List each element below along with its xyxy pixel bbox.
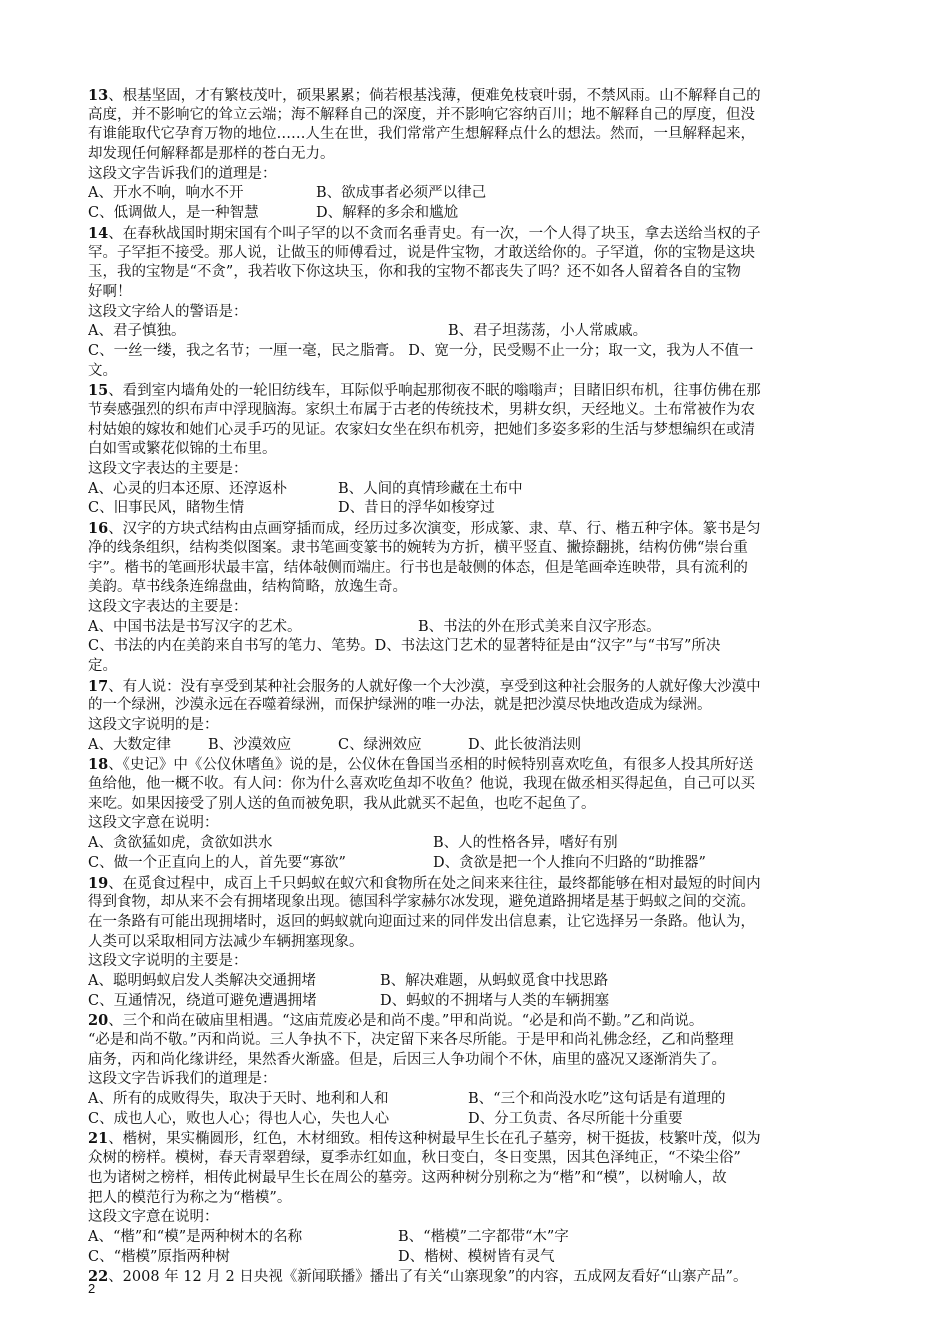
question-text: 有谁能取代它孕育万物的地位……人生在世，我们常常产生想解释点什么的想法。然而，一旦解释起来，: [88, 126, 755, 143]
option-row: [88, 834, 858, 854]
option-row: [88, 637, 858, 657]
question-prompt: 这段文字告诉我们的道理是：: [88, 1071, 277, 1088]
option-row: [88, 1090, 858, 1110]
answer-option: A、大数定律: [88, 736, 171, 753]
option-row: [88, 204, 858, 224]
question-text-line: [88, 1149, 858, 1169]
question-19: [88, 874, 858, 1012]
option-row: [88, 499, 858, 519]
question-number: 16: [88, 520, 109, 538]
option-row: [88, 992, 858, 1012]
question-prompt: 这段文字给人的警语是：: [88, 303, 248, 320]
question-text-line: [88, 106, 858, 126]
question-text: 鱼给他，他一概不收。有人问：你为什么喜欢吃鱼却不收鱼？他说，我现在做丞相买得起鱼，自己可以买: [88, 776, 755, 793]
question-text: 好啊！: [88, 283, 132, 300]
answer-option: C、“楷模”原指两种树: [88, 1248, 230, 1265]
question-text-line: [88, 263, 858, 283]
answer-option: D、解释的多余和尴尬: [316, 205, 459, 222]
question-18: [88, 755, 858, 873]
question-text-line: [88, 1267, 858, 1287]
question-text: 宇”。楷书的笔画形状最丰富，结体敧侧而端庄。行书也是敧侧的体态，但是笔画牵连映带，具有流利的: [88, 559, 748, 576]
question-text-line: [88, 874, 858, 894]
page-number: 2: [88, 1281, 96, 1296]
answer-option: B、沙漠效应: [208, 736, 292, 753]
answer-option: C、低调做人，是一种智慧: [88, 205, 259, 222]
question-text: 来吃。如果因接受了别人送的鱼而被免职，我从此就买不起鱼，也吃不起鱼了。: [88, 795, 596, 812]
answer-option: A、君子慎独。: [88, 323, 186, 340]
question-text: 的一个绿洲，沙漠永远在吞噬着绿洲，而保护绿洲的唯一办法，就是把沙漠尽快地改造成为绿洲。: [88, 697, 712, 714]
question-number: 22: [88, 1268, 109, 1286]
question-text: 也为诸树之榜样，相传此树最早生长在周公的墓旁。这两种树分别称之为“楷”和“模”，以树喻人，故: [88, 1169, 727, 1186]
question-13: [88, 86, 858, 224]
question-prompt: 这段文字意在说明：: [88, 1209, 219, 1226]
option-row: [88, 972, 858, 992]
question-text-line: [88, 696, 858, 716]
option-row: [88, 480, 858, 500]
answer-option: B、书法的外在形式美来自汉字形态。: [418, 618, 661, 635]
answer-option: C、书法的内在美韵来自书写的笔力、笔势。D、书法这门艺术的显著特征是由“汉字”与“书写”所决: [88, 638, 721, 655]
question-text-line: [88, 244, 858, 264]
question-text-line: [88, 421, 858, 441]
question-prompt: 这段文字表达的主要是：: [88, 461, 248, 478]
question-text: 美韵。草书线条连绵盘曲，结构简略，放逸生奇。: [88, 579, 407, 596]
question-text: 、看到室内墙角处的一轮旧纺线车，耳际似乎响起那彻夜不眠的嗡嗡声；目睹旧织布机，往事仿佛在那: [108, 383, 761, 400]
question-14: [88, 224, 858, 382]
answer-option: D、贪欲是把一个人推向不归路的“助推器”: [433, 854, 706, 871]
answer-option: C、一丝一缕，我之名节；一厘一毫，民之脂膏。 D、宽一分，民受赐不止一分；取一文，我为人不值一: [88, 342, 754, 359]
option-row: [88, 1110, 858, 1130]
answer-option: C、旧事民风，睹物生情: [88, 500, 245, 517]
question-prompt: 这段文字说明的是：: [88, 717, 219, 733]
question-text: 村姑娘的嫁妆和她们心灵手巧的见证。农家妇女坐在织布机旁，把她们多姿多彩的生活与梦想编织在或清: [88, 421, 755, 438]
question-text-line: [88, 933, 858, 953]
question-text: 罕。子罕拒不接受。那人说，让做玉的师傅看过，说是件宝物，才敢送给你的。子罕道，你的宝物是这块: [88, 244, 755, 261]
option-row: [88, 322, 858, 342]
question-text-line: [88, 755, 858, 775]
answer-option: A、贪欲猛如虎，贪欲如洪水: [88, 835, 273, 852]
question-text: 、《史记》中《公仪休嗜鱼》说的是，公仪休在鲁国当丞相的时候特别喜欢吃鱼，有很多人投其所好送: [108, 757, 754, 774]
question-text-line: [88, 1051, 858, 1071]
answer-option: B、人间的真情珍藏在土布中: [338, 480, 523, 497]
answer-option: A、所有的成败得失，取决于天时、地利和人和: [88, 1091, 389, 1108]
question-number: 21: [88, 1130, 109, 1148]
question-number: 20: [88, 1012, 109, 1030]
question-text-line: [88, 913, 858, 933]
answer-option: A、开水不响，响水不开: [88, 185, 244, 202]
question-text-line: [88, 539, 858, 559]
question-text-line: [88, 1031, 858, 1051]
question-text-line: [88, 1189, 858, 1209]
option-row: [88, 342, 858, 362]
question-text: 、2008 年 12 月 2 日央视《新闻联播》播出了有关“山寨现象”的内容，五成网友看好“山寨产品”。: [108, 1269, 748, 1286]
question-text-line: [88, 578, 858, 598]
answer-option: B、君子坦荡荡，小人常戚戚。: [448, 323, 648, 340]
question-text: 白如雪或繁花似锦的土布里。: [88, 441, 277, 458]
question-21: [88, 1129, 858, 1267]
question-text: 人类可以采取相同方法减少车辆拥塞现象。: [88, 933, 364, 950]
question-text-line: [88, 145, 858, 165]
document-body: [88, 86, 858, 1287]
question-text: 、汉字的方块式结构由点画穿插而成，经历过多次演变，形成篆、隶、草、行、楷五种字体。篆书是匀: [108, 521, 761, 538]
question-text-line: [88, 795, 858, 815]
question-prompt: 这段文字告诉我们的道理是：: [88, 165, 277, 182]
question-text: 得到食物，却从来不会有拥堵现象出现。德国科学家赫尔冰发现，避免道路拥堵是基于蚂蚁之间的交流。: [88, 894, 755, 911]
answer-option: A、心灵的归本还原、还淳返朴: [88, 480, 287, 497]
question-20: [88, 1011, 858, 1129]
question-text: 、根基坚固，才有繁枝茂叶，硕果累累；倘若根基浅薄，便难免枝衰叶弱，不禁风雨。山不解释自己的: [108, 88, 761, 104]
option-row: [88, 362, 858, 382]
answer-option: D、蚂蚁的不拥堵与人类的车辆拥塞: [380, 992, 610, 1009]
question-text-line: [88, 775, 858, 795]
question-text-line: [88, 1011, 858, 1031]
answer-option: A、中国书法是书写汉字的艺术。: [88, 618, 302, 635]
question-number: 17: [88, 677, 109, 695]
answer-option: C、绿洲效应: [338, 736, 422, 753]
question-prompt: 这段文字意在说明：: [88, 815, 219, 832]
question-number: 19: [88, 874, 109, 892]
answer-option: B、解决难题，从蚂蚁觅食中找思路: [380, 972, 609, 989]
question-text-line: [88, 401, 858, 421]
question-text: 、在春秋战国时期宋国有个叫子罕的以不贪而名垂青史。有一次，一个人得了块玉，拿去送给当权的子: [108, 225, 761, 242]
option-row: [88, 618, 858, 638]
question-text: 在一条路有可能出现拥堵时，返回的蚂蚁就向迎面过来的同伴发出信息素，让它选择另一条路。他认为，: [88, 913, 755, 930]
answer-option: D、楷树、模树皆有灵气: [398, 1248, 555, 1265]
question-22: [88, 1267, 858, 1287]
question-text: 众树的榜样。模树，春天青翠碧绿，夏季赤红如血，秋日变白，冬日变黑，因其色泽纯正，“不染尘俗”: [88, 1150, 741, 1167]
question-number: 13: [88, 87, 109, 104]
answer-option: D、昔日的浮华如梭穿过: [338, 500, 495, 517]
question-text: 庙务，丙和尚化缘讲经，果然香火渐盛。但是，后因三人争功闹个不休，庙里的盛况又逐渐消失了。: [88, 1051, 726, 1068]
question-text: 节奏感强烈的织布声中浮现脑海。家织土布属于古老的传统技术，男耕女织，天经地义。土布常被作为农: [88, 402, 755, 418]
question-text: 玉，我的宝物是“不贪”，我若收下你这块玉，你和我的宝物不都丧失了吗？还不如各人留着各自的宝物: [88, 264, 741, 281]
option-row: [88, 184, 858, 204]
question-text-line: [88, 381, 858, 401]
question-text-line: [88, 224, 858, 244]
answer-option: D、分工负责、各尽所能十分重要: [468, 1110, 683, 1127]
answer-option: A、聪明蚂蚁启发人类解决交通拥堵: [88, 972, 316, 989]
question-text-line: [88, 559, 858, 579]
question-text-line: [88, 283, 858, 303]
question-text-line: [88, 1129, 858, 1149]
answer-option: D、此长彼消法则: [468, 736, 582, 753]
option-row: [88, 736, 858, 756]
answer-option: B、“三个和尚没水吃”这句话是有道理的: [468, 1091, 726, 1108]
option-row: [88, 1248, 858, 1268]
question-number: 15: [88, 382, 109, 400]
question-text: 高度，并不影响它的耸立云端；海不解释自己的深度，并不影响它容纳百川；地不解释自己的厚度，但没: [88, 106, 755, 123]
answer-option: 文。: [88, 362, 117, 379]
question-text-line: [88, 440, 858, 460]
question-text: 、在觅食过程中，成百上千只蚂蚁在蚁穴和食物所在处之间来来往往，最终都能够在相对最短的时间内: [108, 875, 761, 892]
answer-option: B、欲成事者必须严以律己: [316, 185, 487, 202]
answer-option: C、互通情况，绕道可避免遭遇拥堵: [88, 992, 317, 1009]
question-text-line: [88, 519, 858, 539]
option-row: [88, 854, 858, 874]
question-16: [88, 519, 858, 677]
answer-option: B、人的性格各异，嗜好有别: [433, 835, 618, 852]
answer-option: C、成也人心，败也人心；得也人心，失也人心: [88, 1110, 390, 1127]
question-text-line: [88, 86, 858, 106]
question-prompt: 这段文字表达的主要是：: [88, 598, 248, 615]
question-17: [88, 677, 858, 756]
question-text: “必是和尚不敬。”丙和尚说。三人争执不下，决定留下来各尽所能。于是甲和尚礼佛念经，乙和尚整理: [88, 1032, 734, 1048]
question-text-line: [88, 125, 858, 145]
question-prompt: 这段文字说明的主要是：: [88, 953, 248, 970]
option-row: [88, 657, 858, 677]
question-15: [88, 381, 858, 519]
question-text: 把人的模范行为称之为“楷模”。: [88, 1189, 292, 1206]
question-text-line: [88, 1169, 858, 1189]
answer-option: B、“楷模”二字都带“木”字: [398, 1228, 569, 1245]
question-text: 、楷树，果实椭圆形，红色，木材细致。相传这种树最早生长在孔子墓旁，树干挺拔，枝繁叶茂，似为: [108, 1131, 761, 1148]
question-text-line: [88, 677, 858, 697]
question-number: 18: [88, 756, 109, 774]
question-text: 却发现任何解释都是那样的苍白无力。: [88, 146, 335, 163]
question-text-line: [88, 893, 858, 913]
answer-option: C、做一个正直向上的人，首先要“寡欲”: [88, 854, 346, 871]
answer-option: 定。: [88, 657, 117, 674]
question-number: 14: [88, 224, 109, 242]
option-row: [88, 1228, 858, 1248]
question-text: 、有人说：没有享受到某种社会服务的人就好像一个大沙漠，享受到这种社会服务的人就好像大沙漠中: [108, 678, 761, 695]
answer-option: A、“楷”和“模”是两种树木的名称: [88, 1228, 303, 1245]
question-text: 、三个和尚在破庙里相遇。“这庙荒废必是和尚不虔。”甲和尚说。“必是和尚不勤。”乙和尚说。: [108, 1013, 704, 1030]
question-text: 净的线条组织，结构类似图案。隶书笔画变篆书的婉转为方折，横平竖直、撇捺翻挑，结构仿佛“崇台重: [88, 539, 748, 556]
